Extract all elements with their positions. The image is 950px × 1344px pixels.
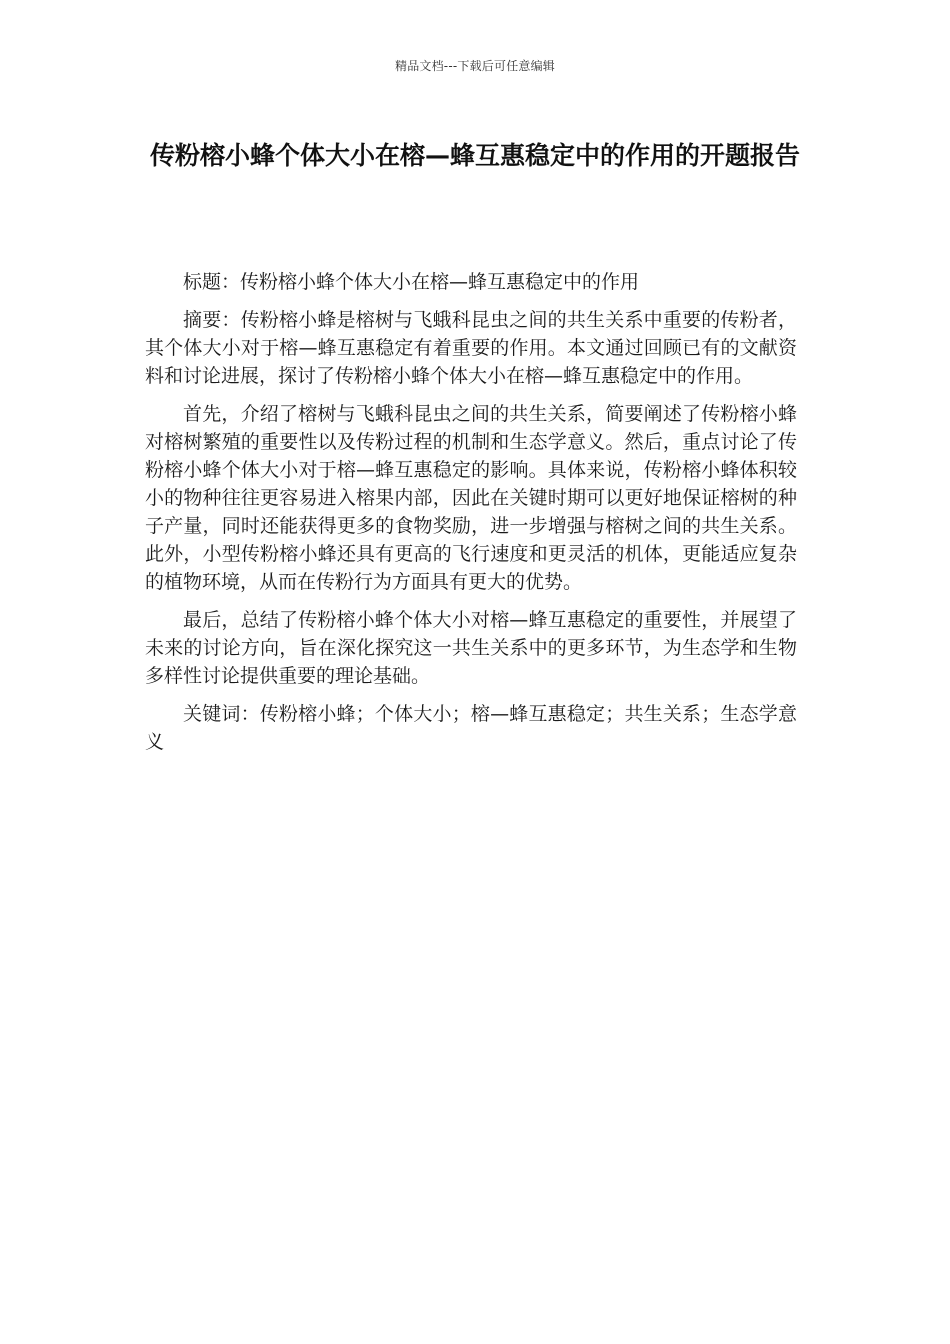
body-paragraph-1: 首先，介绍了榕树与飞蛾科昆虫之间的共生关系，简要阐述了传粉榕小蜂对榕树繁殖的重要性以及传粉过程的机制和生态学意义。然后，重点讨论了传粉榕小蜂个体大小对于榕—蜂互惠稳定的影响。具体来说，传粉榕小蜂体积较小的物种往往更容易进入榕果内部，因此在关键时期可以更好地保证榕树的种子产量，同时还能获得更多的食物奖励，进一步增强与榕树之间的共生关系。此外，小型传粉榕小蜂还具有更高的飞行速度和更灵活的机体，更能适应复杂的植物环境，从而在传粉行为方面具有更大的优势。 [145,403,797,593]
body-paragraph-2: 最后，总结了传粉榕小蜂个体大小对榕—蜂互惠稳定的重要性，并展望了未来的讨论方向，旨在深化探究这一共生关系中的更多环节，为生态学和生物多样性讨论提供重要的理论基础。 [145,609,797,687]
title-line-paragraph: 标题：传粉榕小蜂个体大小在榕—蜂互惠稳定中的作用 [183,271,640,293]
abstract-paragraph: 摘要：传粉榕小蜂是榕树与飞蛾科昆虫之间的共生关系中重要的传粉者，其个体大小对于榕—蜂互惠稳定有着重要的作用。本文通过回顾已有的文献资料和讨论进展，探讨了传粉榕小蜂个体大小在榕—蜂互惠稳定中的作用。 [145,309,797,387]
document-body [145,268,797,766]
header-note: 精品文档---下载后可任意编辑 [395,59,555,73]
keywords-paragraph: 关键词：传粉榕小蜂；个体大小；榕—蜂互惠稳定；共生关系；生态学意义 [145,703,797,753]
document-title: 传粉榕小蜂个体大小在榕—蜂互惠稳定中的作用的开题报告 [149,141,800,170]
